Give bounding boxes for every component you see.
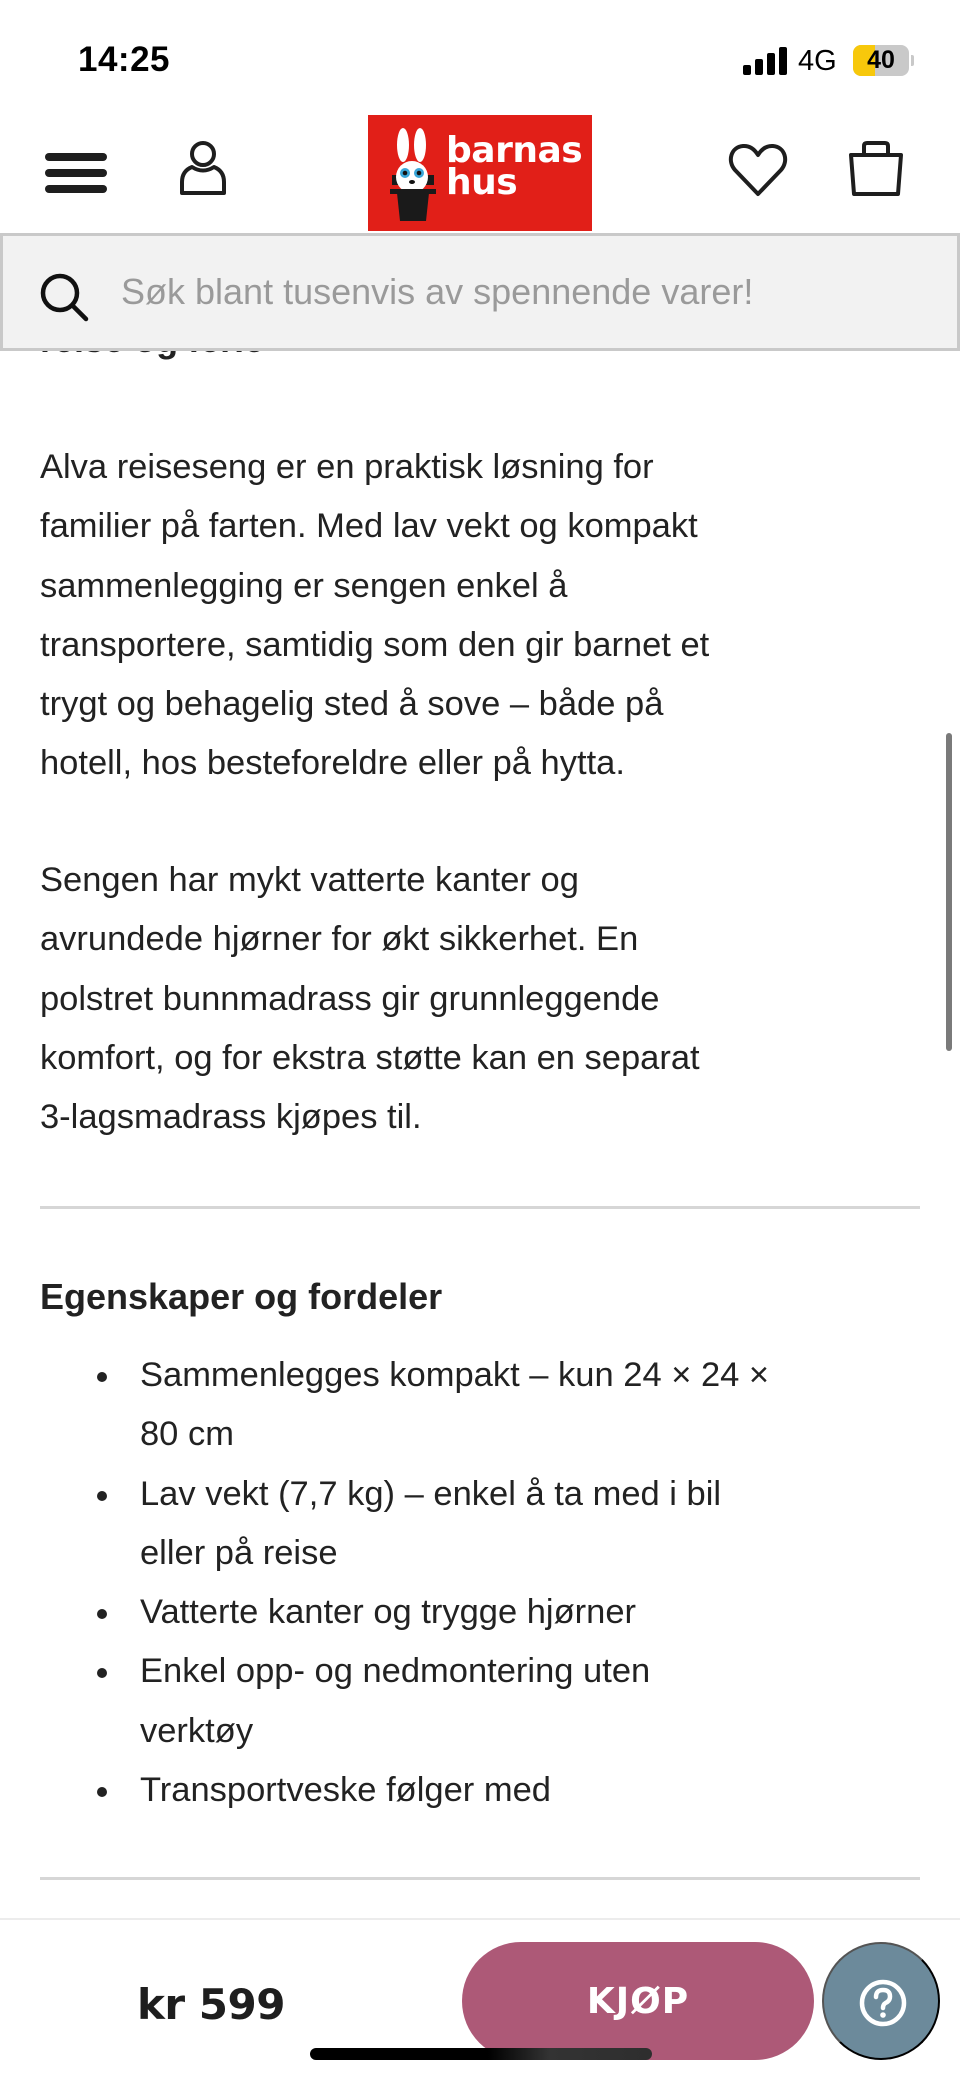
buy-button[interactable]: KJØP <box>462 1942 814 2060</box>
description-paragraph-2 <box>40 851 920 1147</box>
text-line: eller på reise <box>140 1533 338 1572</box>
cart-button[interactable] <box>848 141 904 196</box>
bunny-in-hat-icon <box>390 127 436 223</box>
search-icon[interactable] <box>38 271 90 323</box>
logo-text-line2: hus <box>446 162 518 203</box>
section-divider <box>40 1206 920 1209</box>
bullet-icon <box>97 1609 107 1619</box>
text-line: verktøy <box>140 1711 254 1750</box>
list-item <box>40 1465 920 1584</box>
search-input[interactable] <box>121 236 941 348</box>
bullet-icon <box>97 1668 107 1678</box>
purchase-bar <box>0 1918 960 2078</box>
heart-icon <box>728 143 788 198</box>
features-list <box>40 1346 920 1820</box>
list-item <box>40 1346 920 1465</box>
text-line: Vatterte kanter og trygge hjørner <box>140 1593 637 1632</box>
barnas-hus-logo[interactable] <box>368 115 592 231</box>
bullet-icon <box>97 1787 107 1797</box>
hamburger-icon <box>45 185 107 193</box>
person-icon <box>178 140 228 196</box>
network-type: 4G <box>798 45 837 77</box>
section-divider <box>40 1877 920 1880</box>
battery-tip <box>911 55 914 66</box>
status-bar <box>0 0 960 100</box>
product-price: kr 599 <box>137 1980 285 2029</box>
text-line: transportere, samtidig som den gir barnet et <box>40 625 710 664</box>
text-line: Sengen har mykt vatterte kanter og <box>40 861 579 899</box>
battery-percent: 40 <box>867 46 895 74</box>
text-line: Alva reiseseng er en praktisk løsning for <box>40 448 654 486</box>
text-line: Lav vekt (7,7 kg) – enkel å ta med i bil <box>140 1474 722 1513</box>
text-line: Enkel opp- og nedmontering uten <box>140 1652 651 1691</box>
text-line: trygt og behagelig sted å sove – både på <box>40 685 664 724</box>
site-header <box>0 100 960 233</box>
text-line: Transportveske følger med <box>140 1771 551 1810</box>
text-line: hotell, hos besteforeldre eller på hytta. <box>40 744 625 783</box>
status-time: 14:25 <box>78 40 171 79</box>
logo-text-line1: barnas <box>446 130 583 171</box>
text-line: polstret bunnmadrass gir grunnleggende <box>40 979 660 1018</box>
account-button[interactable] <box>178 140 228 196</box>
question-circle-icon <box>858 1978 908 2028</box>
menu-button[interactable] <box>45 153 107 193</box>
signal-strength-icon <box>743 47 787 75</box>
list-item <box>40 1642 920 1761</box>
text-line: Sammenlegges kompakt – kun 24 × 24 × <box>140 1356 770 1394</box>
hamburger-icon <box>45 169 107 177</box>
text-line: avrundede hjørner for økt sikkerhet. En <box>40 920 639 959</box>
help-button[interactable] <box>822 1942 940 2060</box>
search-bar[interactable] <box>0 233 960 351</box>
features-heading: Egenskaper og fordeler <box>40 1276 443 1317</box>
wishlist-button[interactable] <box>728 143 788 198</box>
logo-text <box>446 130 583 203</box>
bullet-icon <box>97 1491 107 1501</box>
bullet-icon <box>97 1372 107 1382</box>
text-line: 80 cm <box>140 1415 234 1454</box>
text-line: sammenlegging er sengen enkel å <box>40 566 568 605</box>
list-item <box>40 1761 920 1820</box>
text-line: 3-lagsmadrass kjøpes til. <box>40 1098 422 1137</box>
text-line: komfort, og for ekstra støtte kan en separat <box>40 1038 700 1077</box>
battery-icon <box>853 45 909 76</box>
scrollbar[interactable] <box>946 733 952 1051</box>
hamburger-icon <box>45 153 107 161</box>
home-indicator[interactable] <box>310 2048 652 2060</box>
list-item <box>40 1583 920 1642</box>
description-paragraph-1 <box>40 438 920 794</box>
shopping-bag-icon <box>848 141 904 196</box>
text-line: familier på farten. Med lav vekt og kompakt <box>40 507 698 546</box>
